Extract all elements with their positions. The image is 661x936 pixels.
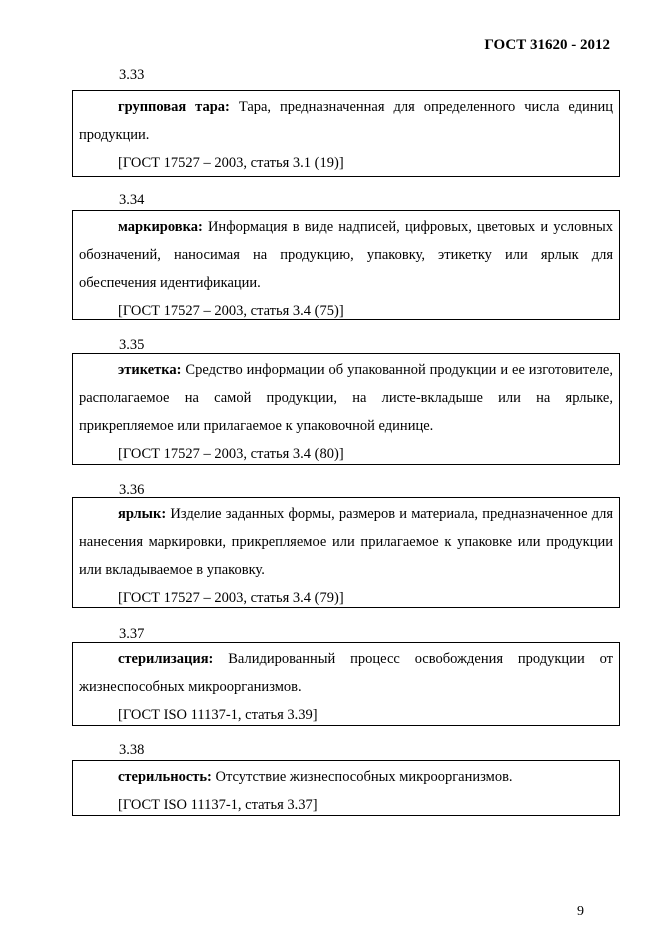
entry-definition	[79, 356, 613, 440]
entry-term: стерильность:	[118, 769, 212, 785]
entry-term: маркировка:	[118, 219, 203, 235]
entry-term: стерилизация:	[118, 651, 214, 667]
entry-number-3-38: 3.38	[119, 742, 145, 758]
entry-reference: [ГОСТ ISO 11137-1, статья 3.39]	[118, 707, 318, 723]
entry-definition	[79, 763, 613, 791]
entry-reference: [ГОСТ 17527 – 2003, статья 3.4 (80)]	[118, 446, 344, 462]
entry-number-3-36: 3.36	[119, 482, 145, 498]
entry-box-3-36	[72, 497, 620, 608]
entry-term: этикетка:	[118, 362, 182, 378]
document-id: ГОСТ 31620 - 2012	[484, 37, 610, 53]
entry-definition-text: Информация в виде надписей, цифровых, цветовых и условных обозначений, наносимая на продукцию, упаковку, этикетку или ярлык для обеспечения идентификации.	[79, 219, 613, 291]
entry-box-3-35	[72, 353, 620, 465]
entry-definition-text: Средство информации об упакованной продукции и ее изготовителе, располагаемое на самой продукции, на листе-вкладыше или на ярлыке, прикрепляемое или прилагаемое к упаковочной единице.	[79, 362, 613, 434]
entry-reference: [ГОСТ 17527 – 2003, статья 3.4 (79)]	[118, 590, 344, 606]
entry-definition	[79, 500, 613, 584]
entry-definition	[79, 645, 613, 701]
entry-definition-text: Отсутствие жизнеспособных микроорганизмов.	[211, 769, 513, 785]
entry-number-3-33: 3.33	[119, 67, 145, 83]
entry-box-3-38	[72, 760, 620, 816]
entry-number-3-37: 3.37	[119, 626, 145, 642]
entry-term: ярлык:	[118, 506, 167, 522]
entry-term: групповая тара:	[118, 99, 230, 115]
entry-definition	[79, 93, 613, 149]
entry-number-3-35: 3.35	[119, 337, 145, 353]
entry-reference: [ГОСТ 17527 – 2003, статья 3.1 (19)]	[118, 155, 344, 171]
entry-box-3-33	[72, 90, 620, 177]
entry-box-3-37	[72, 642, 620, 726]
entry-box-3-34	[72, 210, 620, 320]
entry-definition-text: Изделие заданных формы, размеров и материала, предназначенное для нанесения маркировки, прикрепляемое или прилагаемое к упаковке или продукции или вкладываемое в упаковку.	[79, 506, 613, 578]
page-number: 9	[577, 904, 584, 919]
entry-definition-text: Тара, предназначенная для определенного числа единиц продукции.	[79, 99, 613, 143]
entry-definition-text: Валидированный процесс освобождения продукции от жизнеспособных микроорганизмов.	[79, 651, 613, 695]
entry-number-3-34: 3.34	[119, 192, 145, 208]
entry-reference: [ГОСТ ISO 11137-1, статья 3.37]	[118, 797, 318, 813]
entry-reference: [ГОСТ 17527 – 2003, статья 3.4 (75)]	[118, 303, 344, 319]
entry-definition	[79, 213, 613, 297]
